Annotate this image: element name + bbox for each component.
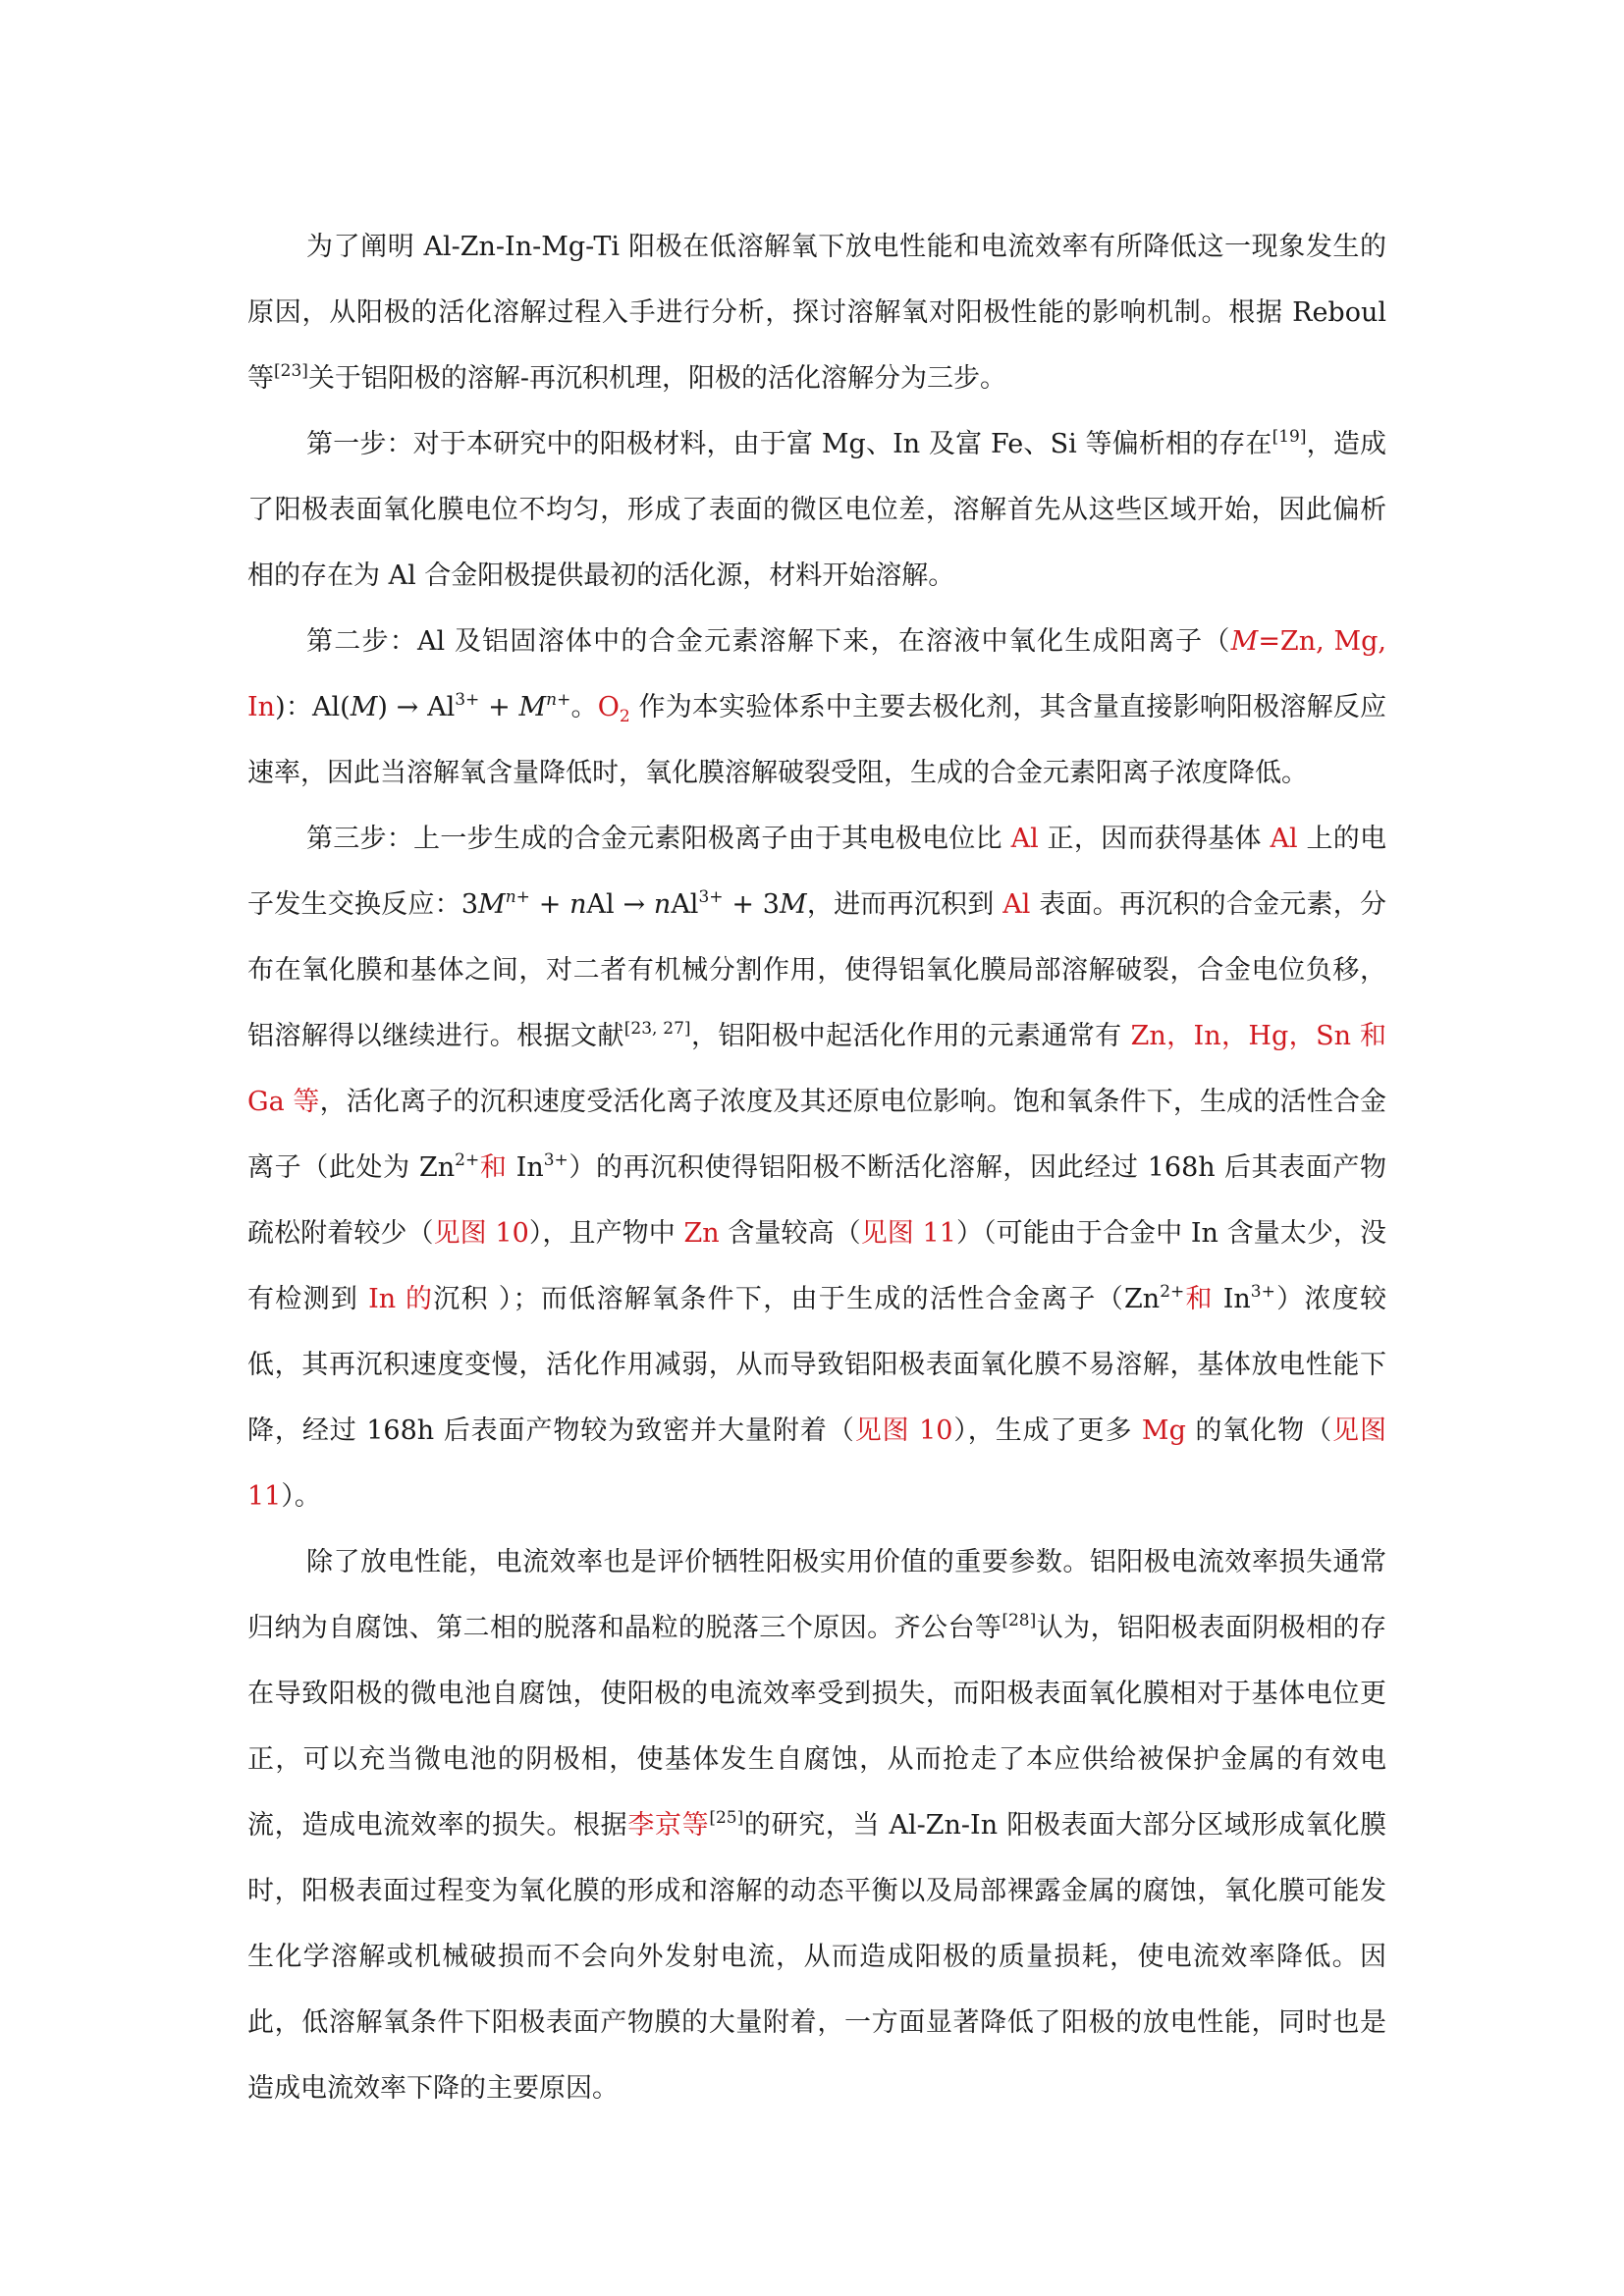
text-run: =Zn, Mg, In: [247, 626, 1387, 722]
oxygen-formula: [597, 692, 630, 726]
superscript: n+: [546, 690, 571, 710]
text-run: 作为本实验体系中主要去极化剂，其含量直接影响阳极溶解反应速率，因此当溶解氧含量降低时，氧化膜溶解破裂受阻，生成的合金元素阳离子浓度降低。: [247, 692, 1386, 788]
text-run: ）的再沉积使得铝阳极不断活化溶解，因此经过 168h 后其表面产物疏松附着较少（: [247, 1152, 1387, 1249]
text-run: 第一步：对于本研究中的阳极材料，由于富 Mg、In 及富 Fe、Si 等偏析相的存在: [306, 429, 1272, 459]
superscript: 3+: [455, 690, 480, 710]
text-run: 为了阐明 Al-Zn-In-Mg-Ti 阳极在低溶解氧下放电性能和电流效率有所降低这一现象发生的原因，从阳极的活化溶解过程入手进行分析，探讨溶解氧对阳极性能的影响机制。根据 Reboul 等: [247, 232, 1386, 394]
text-run: ：Al(: [285, 692, 351, 722]
figure-reference: 见图 11: [247, 1415, 1386, 1512]
text-run: ，活化离子的沉积速度受活化离子浓度及其还原电位影响。饱和氧条件下，生成的活性合金离子（此处为 Zn: [247, 1087, 1386, 1183]
paragraph-intro: [247, 214, 1386, 411]
highlight-and: 和: [479, 1152, 508, 1183]
text-run: 的氧化物（: [1185, 1415, 1333, 1446]
text-run: ）。: [281, 1481, 321, 1512]
text-run: ，进而再沉积到: [806, 889, 1003, 920]
highlight-al: Al: [1010, 824, 1039, 854]
text-run: 上的电子发生交换反应：3: [247, 824, 1386, 920]
text-run: 。: [570, 692, 598, 722]
citation: [25]: [709, 1808, 744, 1828]
text-run: O: [597, 692, 620, 722]
paragraph-step-one: [247, 411, 1386, 609]
text-run: 除了放电性能，电流效率也是评价牺牲阳极实用价值的重要参数。铝阳极电流效率损失通常归纳为自腐蚀、第二相的脱落和晶粒的脱落三个原因。齐公台等: [247, 1547, 1386, 1643]
superscript: n+: [505, 887, 530, 907]
highlight-mg: Mg: [1141, 1415, 1186, 1446]
math-var: M: [779, 889, 807, 920]
text-run: 第二步：Al 及铝固溶体中的合金元素溶解下来，在溶液中氧化生成阳离子（: [306, 626, 1231, 657]
highlight-al: Al: [1002, 889, 1031, 920]
figure-reference: 见图 10: [433, 1218, 529, 1249]
highlight-zn: Zn: [683, 1218, 720, 1249]
citation: [23, 27]: [623, 1019, 691, 1039]
math-var: n: [653, 889, 672, 920]
subscript: 2: [619, 707, 630, 726]
superscript: 2+: [1160, 1282, 1185, 1302]
highlight-al: Al: [1270, 824, 1298, 854]
text-run: + 3: [723, 889, 780, 920]
paragraph-step-two: [247, 609, 1386, 806]
text-run: ，造成了阳极表面氧化膜电位不均匀，形成了表面的微区电位差，溶解首先从这些区域开始，因此偏析相的存在为 Al 合金阳极提供最初的活化源，材料开始溶解。: [247, 429, 1387, 591]
superscript: 2+: [455, 1150, 480, 1170]
text-run: ): [275, 692, 286, 722]
highlight-in: In 的: [368, 1284, 434, 1314]
text-run: 关于铝阳极的溶解-再沉积机理，阳极的活化溶解分为三步。: [307, 363, 1007, 394]
figure-reference: 见图 10: [854, 1415, 953, 1446]
text-run: Al: [671, 889, 699, 920]
citation: [19]: [1272, 427, 1307, 447]
text-run: Al →: [586, 889, 654, 920]
math-var: n: [569, 889, 587, 920]
text-run: 第三步：上一步生成的合金元素阳极离子由于其电极电位比: [306, 824, 1011, 854]
text-run: ），生成了更多: [952, 1415, 1142, 1446]
text-run: 含量较高（: [719, 1218, 861, 1249]
text-run: 表面。再沉积的合金元素，分布在氧化膜和基体之间，对二者有机械分割作用，使得铝氧化膜局部溶解破裂，合金电位负移，铝溶解得以继续进行。根据文献: [247, 889, 1386, 1051]
math-var: M: [350, 692, 378, 722]
math-var: M: [518, 692, 547, 722]
text-run: In: [507, 1152, 544, 1183]
dissolution-equation: [286, 692, 571, 722]
text-run: 的研究，当 Al-Zn-In 阳极表面大部分区域形成氧化膜时，阳极表面过程变为氧化膜的形成和溶解的动态平衡以及局部裸露金属的腐蚀，氧化膜可能发生化学溶解或机械破损而不会向外发射电流，从而造成阳极的质量损耗，使电流效率降低。因此，低溶解氧条件下阳极表面产物膜的大量附着，一方面显著降低了阳极的放电性能，同时也是造成电流效率下降的主要原因。: [247, 1810, 1387, 2104]
highlight-and: 和: [1184, 1284, 1214, 1314]
text-run: 沉积 ）；而低溶解氧条件下，由于生成的活性合金离子（Zn: [433, 1284, 1161, 1314]
text-run: ）（可能由于合金中 In 含量太少，没有检测到: [247, 1218, 1386, 1314]
body-text: [247, 214, 1386, 2121]
text-run: In: [1213, 1284, 1251, 1314]
highlight-author: 李京等: [627, 1810, 710, 1841]
citation: [28]: [1001, 1611, 1037, 1630]
figure-reference: 见图 11: [860, 1218, 956, 1249]
superscript: 3+: [1250, 1282, 1275, 1302]
text-run: +: [529, 889, 570, 920]
text-run: ）浓度较低，其再沉积速度变慢，活化作用减弱，从而导致铝阳极表面氧化膜不易溶解，基体放电性能下降，经过 168h 后表面产物较为致密并大量附着（: [247, 1284, 1387, 1446]
math-var: M: [478, 889, 506, 920]
text-run: 认为，铝阳极表面阴极相的存在导致阳极的微电池自腐蚀，使阳极的电流效率受到损失，而阳极表面氧化膜相对于基体电位更正，可以充当微电池的阴极相，使基体发生自腐蚀，从而抢走了本应供给被保护金属的有效电流，造成电流效率的损失。根据: [247, 1613, 1387, 1841]
paragraph-step-three: [247, 806, 1386, 1529]
superscript: 3+: [698, 887, 724, 907]
redeposition-equation: [478, 889, 807, 920]
superscript: 3+: [543, 1150, 568, 1170]
text-run: ，铝阳极中起活化作用的元素通常有: [690, 1021, 1131, 1051]
text-run: ），且产物中: [528, 1218, 684, 1249]
text-run: 正，因而获得基体: [1038, 824, 1271, 854]
math-var: M: [1230, 626, 1259, 657]
highlight-elements: Zn，In，Hg，Sn 和 Ga 等: [247, 1021, 1386, 1117]
text-run: ) → Al: [377, 692, 456, 722]
text-run: +: [479, 692, 519, 722]
paragraph-current-efficiency: [247, 1529, 1386, 2121]
citation: [23]: [274, 361, 308, 381]
